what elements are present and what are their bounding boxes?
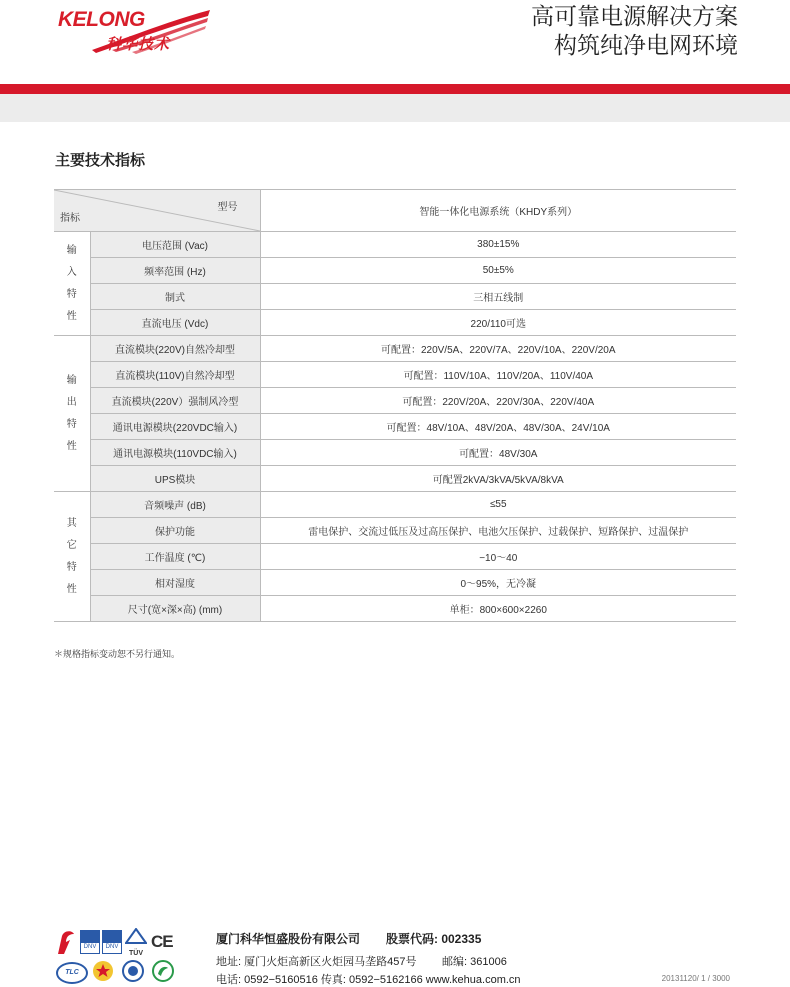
company-name: 厦门科华恒盛股份有限公司 — [216, 932, 361, 946]
quality-cert-icon — [122, 960, 144, 982]
spec-name: 工作温度 (℃) — [90, 544, 260, 570]
postcode: 邮编: 361006 — [442, 956, 507, 968]
spec-value: 可配置：48V/30A — [260, 440, 736, 466]
kelong-logo — [52, 6, 212, 58]
dnv-cert-label-2: DNV — [105, 944, 119, 950]
spec-name: 直流模块(220V）强制风冷型 — [90, 388, 260, 414]
table-row — [54, 518, 736, 544]
table-header-row — [54, 190, 736, 232]
slogan-line-2: 构筑纯净电网环境 — [554, 32, 738, 58]
table-row — [54, 544, 736, 570]
group-label: 其它特性 — [66, 517, 77, 595]
environment-cert-icon — [152, 960, 174, 982]
group-label: 输入特性 — [66, 244, 77, 322]
table-row — [54, 388, 736, 414]
table-row — [54, 310, 736, 336]
spec-value: 可配置：48V/10A、48V/20A、48V/30A、24V/10A — [260, 414, 736, 440]
spec-name: 尺寸(宽×深×高) (mm) — [90, 596, 260, 622]
spec-name: 通讯电源模块(220VDC输入) — [90, 414, 260, 440]
star-award-icon — [92, 960, 114, 982]
tuv-triangle-icon — [125, 928, 147, 944]
header-index-label: 指标 — [60, 213, 80, 224]
spec-value: 可配置2kVA/3kVA/5kVA/8kVA — [260, 466, 736, 492]
spec-value: 可配置：220V/20A、220V/30A、220V/40A — [260, 388, 736, 414]
spec-value: −10～40 — [260, 544, 736, 570]
table-row — [54, 232, 736, 258]
header-diagonal-cell — [54, 190, 260, 232]
table-row — [54, 284, 736, 310]
dnv-cert-icon-2 — [102, 930, 122, 954]
logo-text-cn: 科华技术 — [106, 36, 171, 53]
spec-value: 三相五线制 — [260, 284, 736, 310]
spec-value: 单柜：800×600×2260 — [260, 596, 736, 622]
table-row — [54, 596, 736, 622]
spec-name: 直流模块(220V)自然冷却型 — [90, 336, 260, 362]
header-product-name: 智能一体化电源系统（KHDY系列） — [260, 190, 736, 232]
certification-logos — [54, 928, 204, 984]
logo-text-en: KELONG — [58, 8, 145, 31]
group-label-cell — [54, 492, 90, 622]
dnv-cert-icon-1 — [80, 930, 100, 954]
group-label-cell — [54, 232, 90, 336]
table-row — [54, 258, 736, 284]
ce-mark-icon: CE — [151, 932, 173, 951]
torch-flag-icon — [54, 928, 76, 956]
spec-name: 直流电压 (Vdc) — [90, 310, 260, 336]
spec-value: 雷电保护、交流过低压及过高压保护、电池欠压保护、过载保护、短路保护、过温保护 — [260, 518, 736, 544]
dnv-cert-label-1: DNV — [83, 944, 97, 950]
table-row — [54, 336, 736, 362]
contact-info: 电话: 0592−5160516 传真: 0592−5162166 www.kehua.com.cn — [216, 974, 521, 986]
header-red-band — [0, 84, 790, 94]
slogan-line-1: 高可靠电源解决方案 — [531, 3, 738, 29]
spec-value: 可配置：220V/5A、220V/7A、220V/10A、220V/20A — [260, 336, 736, 362]
spec-name: 音频噪声 (dB) — [90, 492, 260, 518]
spec-name: 频率范围 (Hz) — [90, 258, 260, 284]
tlc-cert-icon: TLC — [56, 962, 88, 984]
spec-value: ≤55 — [260, 492, 736, 518]
table-row — [54, 414, 736, 440]
section-title: 主要技术指标 — [55, 152, 146, 169]
spec-table — [54, 189, 736, 622]
document-number: 20131120/ 1 / 3000 — [661, 974, 730, 983]
header-grey-band — [0, 94, 790, 122]
header-model-label: 型号 — [217, 202, 238, 213]
company-address: 地址: 厦门火炬高新区火炬园马垄路457号 — [216, 956, 417, 968]
spec-value: 50±5% — [260, 258, 736, 284]
spec-value: 可配置：110V/10A、110V/20A、110V/40A — [260, 362, 736, 388]
spec-name: UPS模块 — [90, 466, 260, 492]
spec-name: 制式 — [90, 284, 260, 310]
spec-value: 380±15% — [260, 232, 736, 258]
tuv-cert-label: TÜV — [129, 950, 143, 957]
footnote: ＊规格指标变动恕不另行通知。 — [54, 649, 181, 659]
table-row — [54, 362, 736, 388]
spec-name: 电压范围 (Vac) — [90, 232, 260, 258]
table-row — [54, 466, 736, 492]
spec-name: 保护功能 — [90, 518, 260, 544]
spec-name: 直流模块(110V)自然冷却型 — [90, 362, 260, 388]
spec-name: 相对湿度 — [90, 570, 260, 596]
table-row — [54, 492, 736, 518]
page-header — [0, 0, 790, 84]
tuv-cert-icon — [125, 928, 147, 957]
table-row — [54, 440, 736, 466]
group-label: 输出特性 — [66, 374, 77, 452]
group-label-cell — [54, 336, 90, 492]
spec-value: 220/110可选 — [260, 310, 736, 336]
stock-code: 股票代码: 002335 — [386, 932, 482, 946]
spec-name: 通讯电源模块(110VDC输入) — [90, 440, 260, 466]
slogan — [531, 2, 738, 60]
spec-value: 0～95%，无冷凝 — [260, 570, 736, 596]
table-row — [54, 570, 736, 596]
